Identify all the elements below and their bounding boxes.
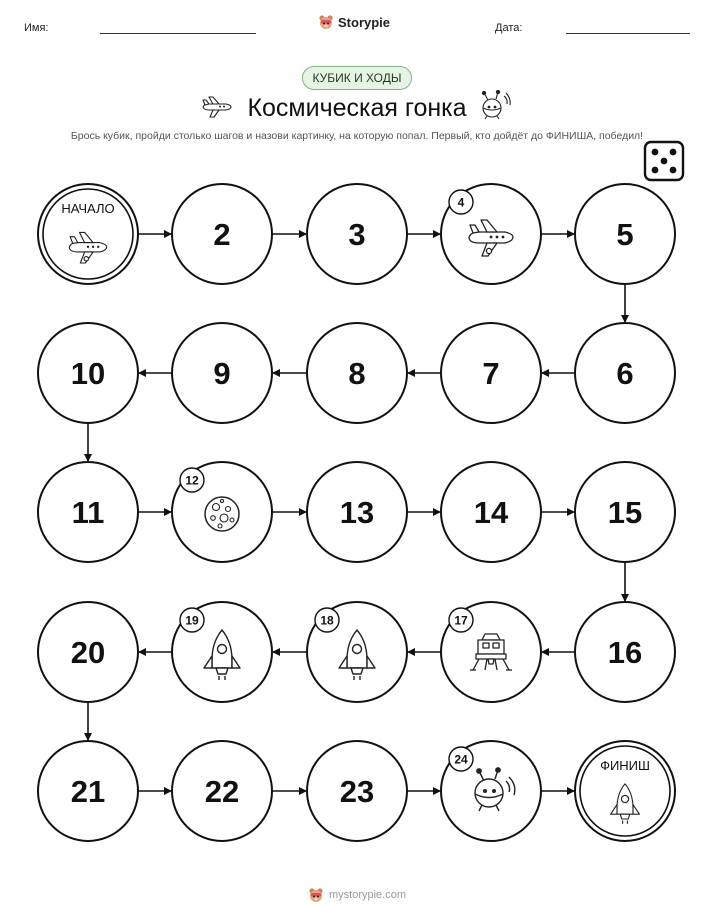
board-space-20[interactable] bbox=[38, 602, 138, 702]
game-type-badge: КУБИК И ХОДЫ bbox=[302, 66, 412, 90]
footer-site: mystorypie.com bbox=[328, 889, 407, 901]
name-label: Имя: bbox=[24, 22, 49, 34]
space-number: 8 bbox=[348, 356, 366, 391]
board-space-8[interactable] bbox=[307, 323, 407, 423]
board-space-4[interactable] bbox=[441, 184, 541, 284]
space-number: 5 bbox=[616, 217, 634, 252]
space-number: 22 bbox=[204, 774, 240, 809]
board-space-16[interactable] bbox=[575, 602, 675, 702]
space-number: 9 bbox=[213, 356, 231, 391]
board-space-25[interactable] bbox=[575, 741, 675, 841]
footer bbox=[0, 887, 714, 903]
board-space-21[interactable] bbox=[38, 741, 138, 841]
date-label: Дата: bbox=[495, 22, 523, 34]
board-space-3[interactable] bbox=[307, 184, 407, 284]
board-space-24[interactable] bbox=[441, 741, 541, 841]
bear-logo-icon bbox=[308, 887, 324, 903]
space-number: 24 bbox=[454, 752, 468, 767]
board-space-13[interactable] bbox=[307, 462, 407, 562]
space-number: 19 bbox=[185, 613, 199, 628]
start-label: НАЧАЛО bbox=[61, 201, 115, 216]
space-number: 4 bbox=[457, 195, 465, 210]
board-space-1[interactable] bbox=[38, 184, 138, 284]
instructions-text: Брось кубик, пройди столько шагов и назови картинку, на которую попал. Первый, кто дойдёт до ФИНИША, победил! bbox=[70, 130, 644, 142]
title-text: Космическая гонка bbox=[247, 94, 467, 122]
space-number: 10 bbox=[70, 356, 106, 391]
space-number: 21 bbox=[70, 774, 106, 809]
board-space-9[interactable] bbox=[172, 323, 272, 423]
board-space-17[interactable] bbox=[441, 602, 541, 702]
space-number: 16 bbox=[607, 635, 643, 670]
board-space-15[interactable] bbox=[575, 462, 675, 562]
board-space-2[interactable] bbox=[172, 184, 272, 284]
space-number: 23 bbox=[339, 774, 375, 809]
board-space-19[interactable] bbox=[172, 602, 272, 702]
board-space-22[interactable] bbox=[172, 741, 272, 841]
space-number: 2 bbox=[213, 217, 231, 252]
space-number: 11 bbox=[71, 495, 105, 530]
board-space-18[interactable] bbox=[307, 602, 407, 702]
board-space-12[interactable] bbox=[172, 462, 272, 562]
board-space-10[interactable] bbox=[38, 323, 138, 423]
space-number: 6 bbox=[616, 356, 634, 391]
space-number: 12 bbox=[185, 473, 199, 488]
space-number: 14 bbox=[473, 495, 509, 530]
space-circle bbox=[38, 184, 138, 284]
space-number: 7 bbox=[482, 356, 500, 391]
board-space-23[interactable] bbox=[307, 741, 407, 841]
board-space-11[interactable] bbox=[38, 462, 138, 562]
space-number: 13 bbox=[339, 495, 375, 530]
brand-name: Storypie bbox=[338, 14, 391, 30]
board-space-7[interactable] bbox=[441, 323, 541, 423]
space-number: 17 bbox=[454, 613, 468, 628]
space-number: 15 bbox=[607, 495, 643, 530]
moon-icon bbox=[205, 497, 239, 531]
finish-label: ФИНИШ bbox=[600, 758, 650, 773]
space-number: 20 bbox=[70, 635, 106, 670]
space-number: 3 bbox=[348, 217, 366, 252]
board-space-14[interactable] bbox=[441, 462, 541, 562]
space-number: 18 bbox=[320, 613, 334, 628]
board-space-6[interactable] bbox=[575, 323, 675, 423]
board-space-5[interactable] bbox=[575, 184, 675, 284]
